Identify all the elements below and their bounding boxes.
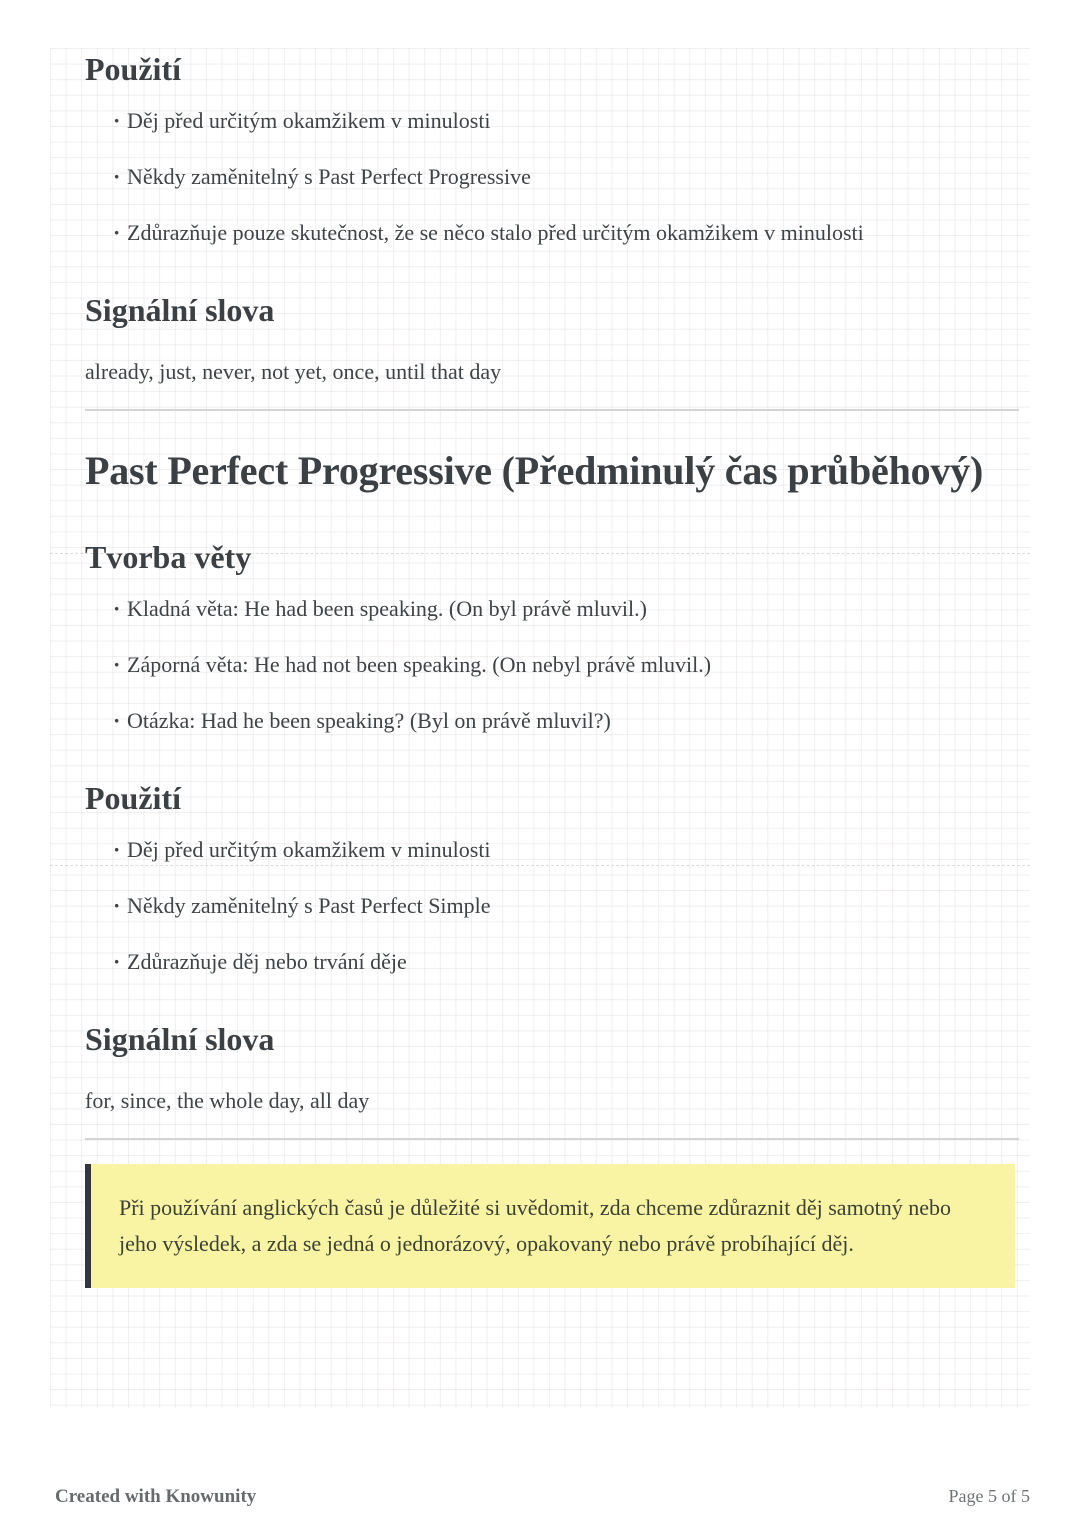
signal-words-heading-pps: Signální slova [85,292,275,328]
usage-list-pps [85,106,1019,248]
list-item: · Zdůrazňuje děj nebo trvání děje [85,947,1019,977]
section-divider [85,409,1019,411]
list-item: · Kladná věta: He had been speaking. (On byl právě mluvil.) [85,594,1019,624]
sentence-form-heading: Tvorba věty [85,539,252,575]
list-item: · Děj před určitým okamžikem v minulosti [85,106,1019,136]
list-item: · Otázka: Had he been speaking? (Byl on právě mluvil?) [85,706,1019,736]
page-footer [55,1486,1030,1508]
signal-words-heading-ppp: Signální slova [85,1021,275,1057]
usage-heading-pps: Použití [85,51,181,87]
signal-words-text-ppp: for, since, the whole day, all day [85,1088,370,1113]
list-item: · Někdy zaměnitelný s Past Perfect Progressive [85,162,1019,192]
page-number: Page 5 of 5 [948,1486,1030,1506]
list-item: · Záporná věta: He had not been speaking. (On nebyl právě mluvil.) [85,650,1019,680]
usage-heading-ppp: Použití [85,780,181,816]
list-item: · Zdůrazňuje pouze skutečnost, že se něco stalo před určitým okamžikem v minulosti [85,218,1019,248]
document-content [85,48,1019,1288]
list-item: · Děj před určitým okamžikem v minulosti [85,835,1019,865]
knowunity-credit: Created with Knowunity [55,1486,257,1507]
section-divider [85,1138,1019,1140]
sentence-form-list [85,594,1019,736]
note-callout: Při používání anglických časů je důležité si uvědomit, zda chceme zdůraznit děj samotný nebo jeho výsledek, a zda se jedná o jednorázový, opakovaný nebo právě probíhající děj. [85,1164,1015,1288]
page-title: Past Perfect Progressive (Předminulý čas průběhový) [85,448,984,493]
list-item: · Někdy zaměnitelný s Past Perfect Simple [85,891,1019,921]
usage-list-ppp [85,835,1019,977]
signal-words-text-pps: already, just, never, not yet, once, until that day [85,359,502,384]
squared-paper-background [50,48,1030,1408]
